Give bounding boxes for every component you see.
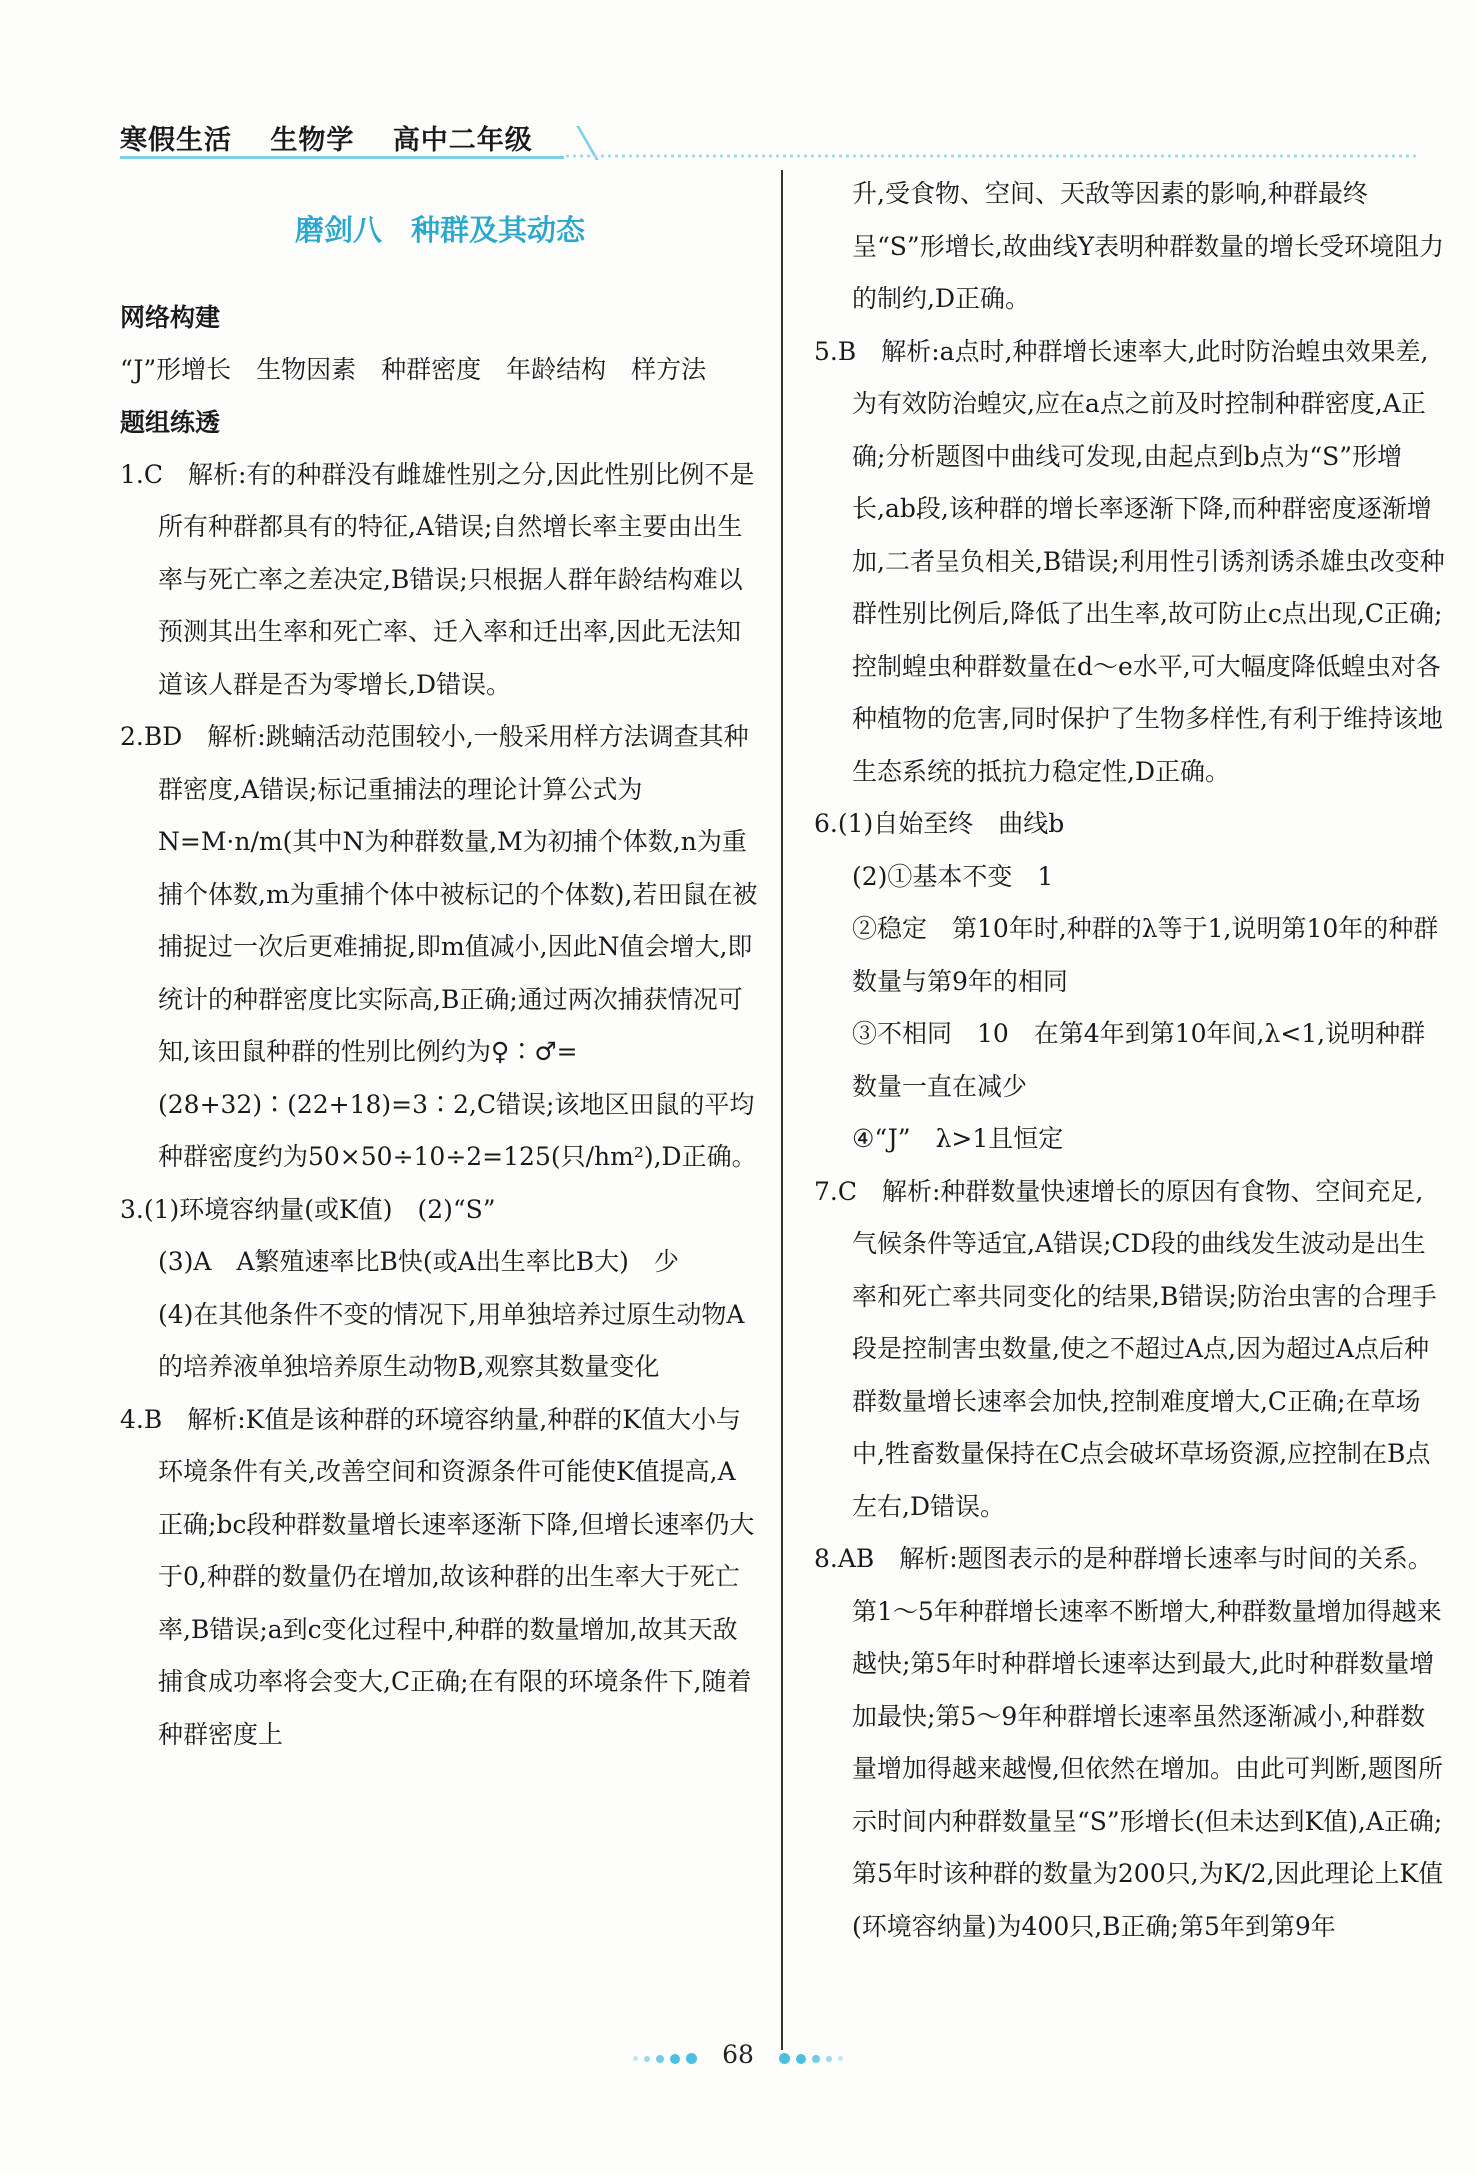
answer-paragraph: 5.B 解析:a点时,种群增长速率大,此时防治蝗虫效果差,为有效防治蝗灾,应在a点之前及时控制种群密度,A正确;分析题图中曲线可发现,由起点到b点为“S”形增长,ab段,该种群的增长率逐渐下降,而种群密度逐渐增加,二者呈负相关,B错误;利用性引诱剂诱杀雄虫改变种群性别比例后,降低了出生率,故可防止c点出现,C正确;控制蝗虫种群数量在d～e水平,可大幅度降低蝗虫对各种植物的危害,同时保护了生物多样性,有利于维持该地生态系统的抵抗力稳定性,D正确。 xyxy=(814,336,1445,786)
section-heading: 题组练透 xyxy=(120,407,221,437)
header-grade: 高中二年级 xyxy=(392,125,533,156)
answer-paragraph: 3.(1)环境容纳量(或K值) (2)“S” xyxy=(120,1194,496,1224)
footer-dots-right-icon xyxy=(776,2042,846,2071)
answer-paragraph: 8.AB 解析:题图表示的是种群增长速率与时间的关系。第1～5年种群增长速率不断增大,种群数量增加得越来越快;第5年时种群增长速率达到最大,此时种群数量增加最快;第5～9年种群增长速率虽然逐渐减小,种群数量增加得越来越慢,但依然在增加。由此可判断,题图所示时间内种群数量呈“S”形增长(但未达到K值),A正确;第5年时该种群的数量为200只,为K/2,因此理论上K值(环境容纳量)为400只,B正确;第5年到第9年 xyxy=(814,1544,1444,1941)
right-column xyxy=(814,168,1446,1953)
answer-paragraph: (2)①基本不变 1 xyxy=(852,861,1054,891)
answer-paragraph: ②稳定 第10年时,种群的λ等于1,说明第10年的种群数量与第9年的相同 xyxy=(852,914,1439,996)
footer-dots-left-icon xyxy=(630,2042,700,2071)
answer-paragraph: (4)在其他条件不变的情况下,用单独培养过原生动物A的培养液单独培养原生动物B,观察其数量变化 xyxy=(158,1299,745,1381)
answer-paragraph: 升,受食物、空间、天敌等因素的影响,种群最终呈“S”形增长,故曲线Y表明种群数量的增长受环境阻力的制约,D正确。 xyxy=(852,179,1445,313)
page-footer xyxy=(0,2040,1476,2071)
page-number: 68 xyxy=(722,2040,754,2069)
answer-paragraph: 1.C 解析:有的种群没有雌雄性别之分,因此性别比例不是所有种群都具有的特征,A错误;自然增长率主要由出生率与死亡率之差决定,B错误;只根据人群年龄结构难以预测其出生率和死亡率、迁入率和迁出率,因此无法知道该人群是否为零增长,D错误。 xyxy=(120,459,755,699)
header-dotted-rule xyxy=(564,152,1418,160)
right-column-body xyxy=(814,168,1446,1953)
answer-paragraph: 4.B 解析:K值是该种群的环境容纳量,种群的K值大小与环境条件有关,改善空间和资源条件可能使K值提高,A正确;bc段种群数量增长速率逐渐下降,但增长速率仍大于0,种群的数量仍在增加,故该种群的出生率大于死亡率,B错误;a到c变化过程中,种群的数量增加,故其天敌捕食成功率将会变大,C正确;在有限的环境条件下,随着种群密度上 xyxy=(120,1404,755,1749)
answer-paragraph: 2.BD 解析:跳蝻活动范围较小,一般采用样方法调查其种群密度,A错误;标记重捕法的理论计算公式为N=M·n/m(其中N为种群数量,M为初捕个体数,n为重捕个体数,m为重捕个体中被标记的个体数),若田鼠在被捕捉过一次后更难捕捉,即m值减小,因此N值会增大,即统计的种群密度比实际高,B正确;通过两次捕获情况可知,该田鼠种群的性别比例约为♀∶♂=(28+32)∶(22+18)=3∶2,C错误;该地区田鼠的平均种群密度约为50×50÷10÷2=125(只/hm²),D正确。 xyxy=(120,722,758,1171)
header-subject: 生物学 xyxy=(270,125,355,156)
answer-paragraph: 6.(1)自始至终 曲线b xyxy=(814,809,1065,838)
left-column xyxy=(120,190,760,1761)
header-series: 寒假生活 xyxy=(120,125,232,156)
section-heading: 网络构建 xyxy=(120,303,221,332)
answer-paragraph: ③不相同 10 在第4年到第10年间,λ<1,说明种群数量一直在减少 xyxy=(852,1019,1426,1101)
answer-paragraph: 7.C 解析:种群数量快速增长的原因有食物、空间充足,气候条件等适宜,A错误;CD段的曲线发生波动是出生率和死亡率共同变化的结果,B错误;防治虫害的合理手段是控制害虫数量,使之不超过A点,因为超过A点后种群数量增长速率会加快,控制难度增大,C正确;在草场中,牲畜数量保持在C点会破坏草场资源,应控制在B点左右,D错误。 xyxy=(814,1176,1437,1521)
answer-paragraph: (3)A A繁殖速率比B快(或A出生率比B大) 少 xyxy=(158,1247,679,1276)
section-title: 磨剑八 种群及其动态 xyxy=(294,213,585,247)
column-divider xyxy=(781,170,783,2050)
running-header xyxy=(120,118,561,157)
answer-paragraph: ④“J” λ>1且恒定 xyxy=(852,1124,1064,1153)
left-column-body xyxy=(120,292,760,1761)
answer-paragraph: “J”形增长 生物因素 种群密度 年龄结构 样方法 xyxy=(120,355,707,384)
header-rule xyxy=(120,156,564,159)
